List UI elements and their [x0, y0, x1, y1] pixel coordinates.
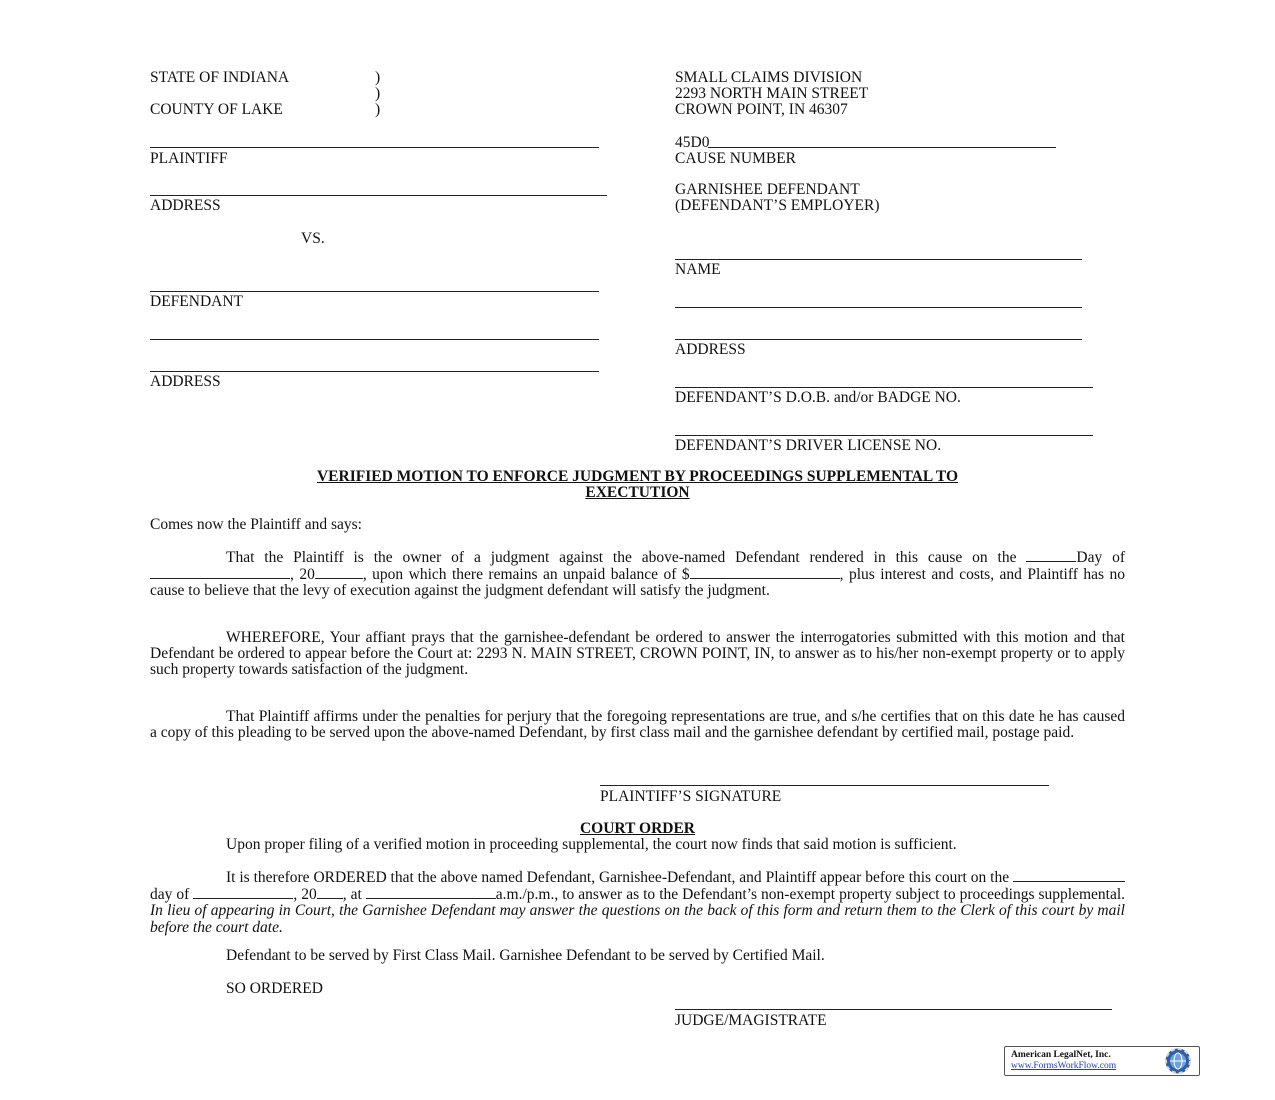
judge-signature-field[interactable]: [675, 1009, 1112, 1010]
employer-address-field-1[interactable]: [675, 307, 1082, 308]
unpaid-balance-field[interactable]: [690, 566, 840, 579]
motion-intro: Comes now the Plaintiff and says:: [150, 516, 362, 533]
defendant-name-field[interactable]: [150, 291, 599, 292]
plaintiff-address-field[interactable]: [150, 195, 607, 196]
court-order-title: COURT ORDER: [579, 820, 695, 837]
so-ordered: SO ORDERED: [226, 980, 323, 997]
dob-badge-label: DEFENDANT’S D.O.B. and/or BADGE NO.: [675, 389, 961, 406]
motion-title-line1: VERIFIED MOTION TO ENFORCE JUDGMENT BY PROCEEDINGS SUPPLEMENTAL TO: [316, 468, 959, 485]
hearing-month-field[interactable]: [193, 886, 293, 899]
judgment-month-field[interactable]: [150, 566, 290, 579]
plaintiff-signature-field[interactable]: [600, 785, 1049, 786]
court-city: CROWN POINT, IN 46307: [675, 101, 848, 118]
garnishee-sublabel: (DEFENDANT’S EMPLOYER): [675, 197, 880, 214]
plaintiff-name-field[interactable]: [150, 147, 599, 148]
hearing-day-field[interactable]: [1013, 869, 1125, 882]
versus-label: VS.: [301, 230, 325, 247]
court-street: 2293 NORTH MAIN STREET: [675, 85, 869, 102]
driver-license-label: DEFENDANT’S DRIVER LICENSE NO.: [675, 437, 942, 454]
hearing-year-field[interactable]: [317, 886, 343, 899]
defendant-address-label: ADDRESS: [150, 373, 221, 390]
plaintiff-address-label: ADDRESS: [150, 197, 221, 214]
cause-number-field[interactable]: [708, 147, 1056, 148]
cause-prefix: 45D0: [675, 134, 710, 151]
american-legalnet-logo[interactable]: [1004, 1046, 1200, 1076]
judgment-day-field[interactable]: [1026, 549, 1076, 562]
hearing-time-field[interactable]: [366, 886, 496, 899]
logo-url[interactable]: www.FormsWorkFlow.com: [1011, 1061, 1117, 1071]
defendant-label: DEFENDANT: [150, 293, 243, 310]
order-paragraph-2: It is therefore ORDERED that the above named Defendant, Garnishee-Defendant, and Plaintiff appear before this court on the day of , 20 , at a.m./p.m., to answer as to the Defendant’s non-exempt property subject to proceedings supplemental. In lieu of appearing in Court, the Garnishee Defendant may answer the questions on the back of this form and return them to the Clerk of this court by mail before the court date.: [150, 869, 1126, 936]
motion-title-line2: EXECTUTION: [585, 484, 690, 501]
motion-paragraph-2: WHEREFORE, Your affiant prays that the garnishee-defendant be ordered to answer the interrogatories submitted with this motion and that Defendant be ordered to appear before the Court at: 2293 N. MAIN STREET, CROWN POINT, IN, to answer as to his/her non-exempt property or to apply such property towards satisfaction of the judgment.: [150, 629, 1125, 679]
motion-paragraph-1: That the Plaintiff is the owner of a judgment against the above-named Defendant rendered in this cause on the Day of , 20 , upon which there remains an unpaid balance of $ , plus interest and costs, and Plaintiff has no cause to believe that the levy of execution against the judgment defendant will satisfy the judgment.: [150, 549, 1125, 600]
employer-address-label: ADDRESS: [675, 341, 746, 358]
caption-paren: ): [375, 101, 381, 118]
caption-paren: ): [375, 85, 381, 102]
employer-address-field-2[interactable]: [675, 339, 1082, 340]
plaintiff-label: PLAINTIFF: [150, 150, 228, 167]
plaintiff-signature-label: PLAINTIFF’S SIGNATURE: [600, 788, 782, 805]
judgment-year-field[interactable]: [315, 566, 363, 579]
county-label: COUNTY OF LAKE: [150, 101, 283, 118]
driver-license-field[interactable]: [675, 435, 1093, 436]
logo-company: American LegalNet, Inc.: [1011, 1050, 1111, 1060]
judge-label: JUDGE/MAGISTRATE: [675, 1012, 827, 1029]
globe-icon: [1165, 1048, 1191, 1074]
name-label: NAME: [675, 261, 721, 278]
defendant-address-field-1[interactable]: [150, 339, 599, 340]
motion-paragraph-3: That Plaintiff affirms under the penalties for perjury that the foregoing representations are true, and s/he certifies that on this date he has caused a copy of this pleading to be served upon the above-named Defendant, by first class mail and the garnishee defendant by certified mail, postage paid.: [150, 708, 1125, 742]
order-paragraph-1: Upon proper filing of a verified motion in proceeding supplemental, the court now finds that said motion is sufficient.: [226, 836, 957, 853]
defendant-address-field-2[interactable]: [150, 371, 599, 372]
dob-badge-field[interactable]: [675, 387, 1093, 388]
cause-number-label: CAUSE NUMBER: [675, 150, 797, 167]
order-paragraph-3: Defendant to be served by First Class Mail. Garnishee Defendant to be served by Certified Mail.: [226, 947, 825, 964]
court-division: SMALL CLAIMS DIVISION: [675, 69, 863, 86]
state-label: STATE OF INDIANA: [150, 69, 290, 86]
garnishee-label: GARNISHEE DEFENDANT: [675, 181, 860, 198]
employer-name-field[interactable]: [675, 259, 1082, 260]
caption-paren: ): [375, 69, 381, 86]
